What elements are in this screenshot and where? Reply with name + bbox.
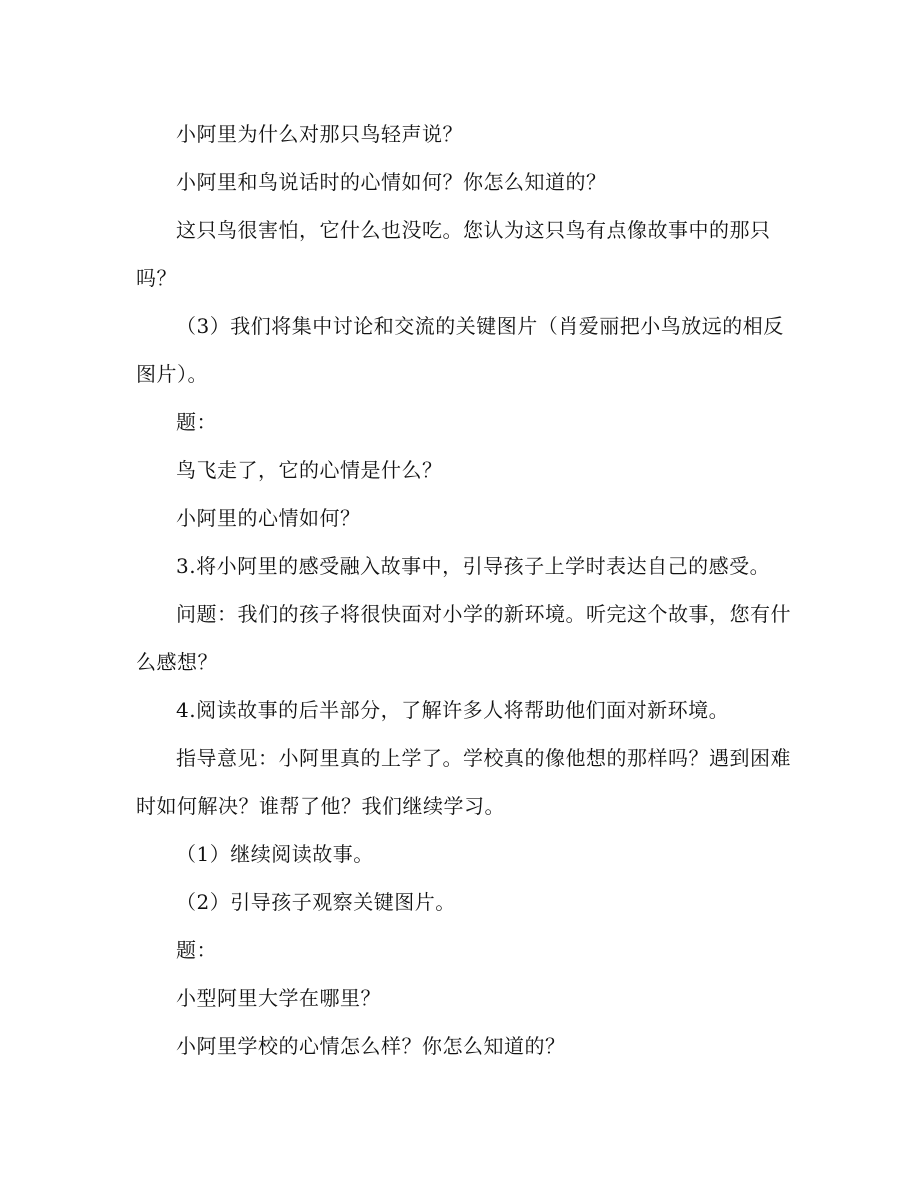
questions-heading: 题： [176,410,217,434]
document-body [136,110,796,1070]
question-paragraph: 小阿里和鸟说话时的心情如何？你怎么知道的？ [176,170,607,194]
section-paragraph: 3.将小阿里的感受融入故事中，引导孩子上学时表达自己的感受。 [176,554,771,578]
question-paragraph: 小阿里的心情如何？ [176,506,361,530]
section-paragraph: 4.阅读故事的后半部分，了解许多人将帮助他们面对新环境。 [176,698,730,722]
question-paragraph: 小型阿里大学在哪里？ [176,986,381,1010]
question-paragraph: 小阿里为什么对那只鸟轻声说？ [176,122,463,146]
question-paragraph: 鸟飞走了，它的心情是什么？ [176,458,443,482]
questions-heading: 题： [176,938,217,962]
step-paragraph: （3）我们将集中讨论和交流的关键图片（肖爱丽把小鸟放远的相反图片）。 [136,314,784,386]
step-paragraph: （2）引导孩子观察关键图片。 [176,890,456,914]
guidance-paragraph: 指导意见：小阿里真的上学了。学校真的像他想的那样吗？遇到困难时如何解决？谁帮了他？我们继续学习。 [136,746,791,818]
step-paragraph: （1）继续阅读故事。 [176,842,374,866]
question-paragraph: 问题：我们的孩子将很快面对小学的新环境。听完这个故事，您有什么感想？ [136,602,791,674]
question-paragraph: 小阿里学校的心情怎么样？你怎么知道的？ [176,1034,566,1058]
question-paragraph: 这只鸟很害怕，它什么也没吃。您认为这只鸟有点像故事中的那只吗？ [136,218,771,290]
